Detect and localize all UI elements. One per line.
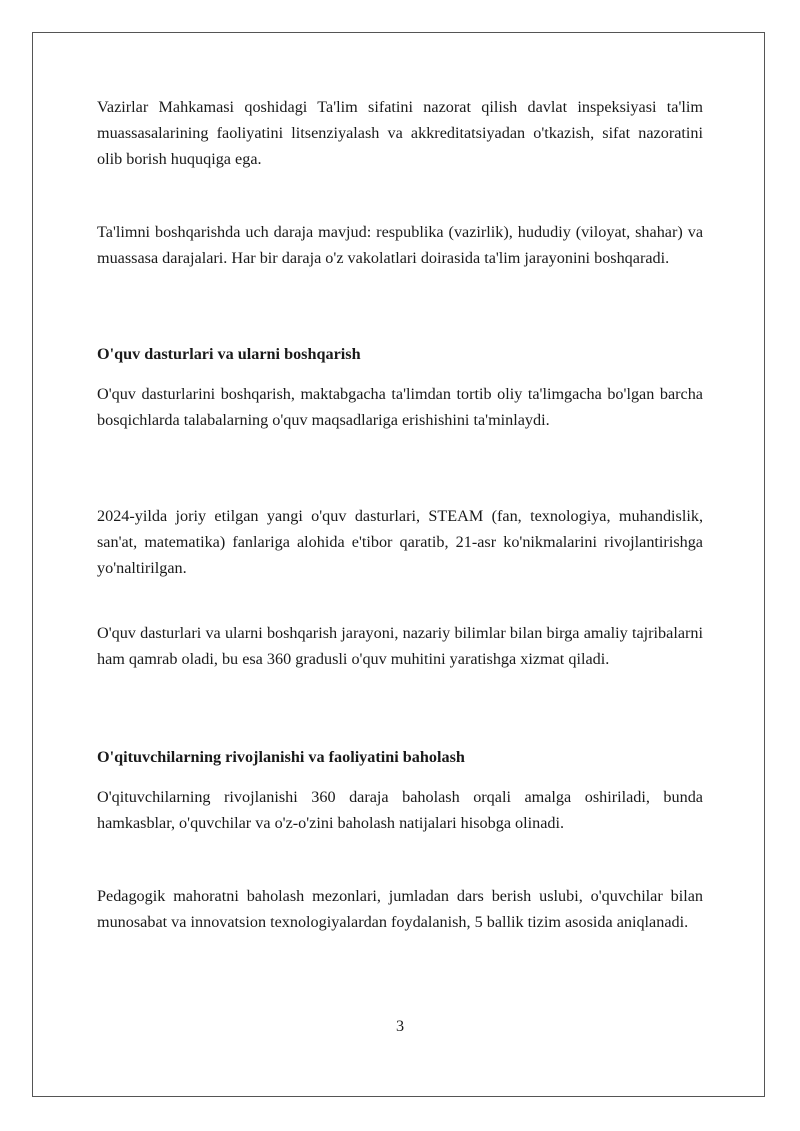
paragraph-inspection: Vazirlar Mahkamasi qoshidagi Ta'lim sifatini nazorat qilish davlat inspeksiyasi ta'lim muassasalarining faoliyatini litsenziyalash va akkreditatsiyadan o'tkazish, sifat nazoratini olib borish huquqiga ega. <box>97 98 703 168</box>
paragraph-evaluation-criteria: Pedagogik mahoratni baholash mezonlari, jumladan dars berish uslubi, o'quvchilar bilan munosabat va innovatsion texnologiyalardan foydalanish, 5 ballik tizim asosida aniqlanadi. <box>97 887 703 931</box>
page-number: 3 <box>395 1017 405 1035</box>
heading-teacher-evaluation: O'qituvchilarning rivojlanishi va faoliyatini baholash <box>97 748 465 766</box>
paragraph-360-evaluation: O'qituvchilarning rivojlanishi 360 daraja baholash orqali amalga oshiriladi, bunda hamkasblar, o'quvchilar va o'z-o'zini baholash natijalari hisobga olinadi. <box>97 788 703 832</box>
paragraph-curricula-management: O'quv dasturlarini boshqarish, maktabgacha ta'limdan tortib oliy ta'limgacha bo'lgan barcha bosqichlarda talabalarning o'quv maqsadlariga erishishini ta'minlaydi. <box>97 385 703 429</box>
paragraph-theory-practice: O'quv dasturlari va ularni boshqarish jarayoni, nazariy bilimlar bilan birga amaliy tajribalarni ham qamrab oladi, bu esa 360 gradusli o'quv muhitini yaratishga xizmat qiladi. <box>97 624 703 668</box>
paragraph-steam-curricula: 2024-yilda joriy etilgan yangi o'quv dasturlari, STEAM (fan, texnologiya, muhandislik, san'at, matematika) fanlariga alohida e'tibor qaratib, 21-asr ko'nikmalarini rivojlantirishga yo'naltirilgan. <box>97 507 703 577</box>
heading-curricula: O'quv dasturlari va ularni boshqarish <box>97 345 361 363</box>
paragraph-management-levels: Ta'limni boshqarishda uch daraja mavjud: respublika (vazirlik), hududiy (viloyat, shahar) va muassasa darajalari. Har bir daraja o'z vakolatlari doirasida ta'lim jarayonini boshqaradi. <box>97 223 703 267</box>
